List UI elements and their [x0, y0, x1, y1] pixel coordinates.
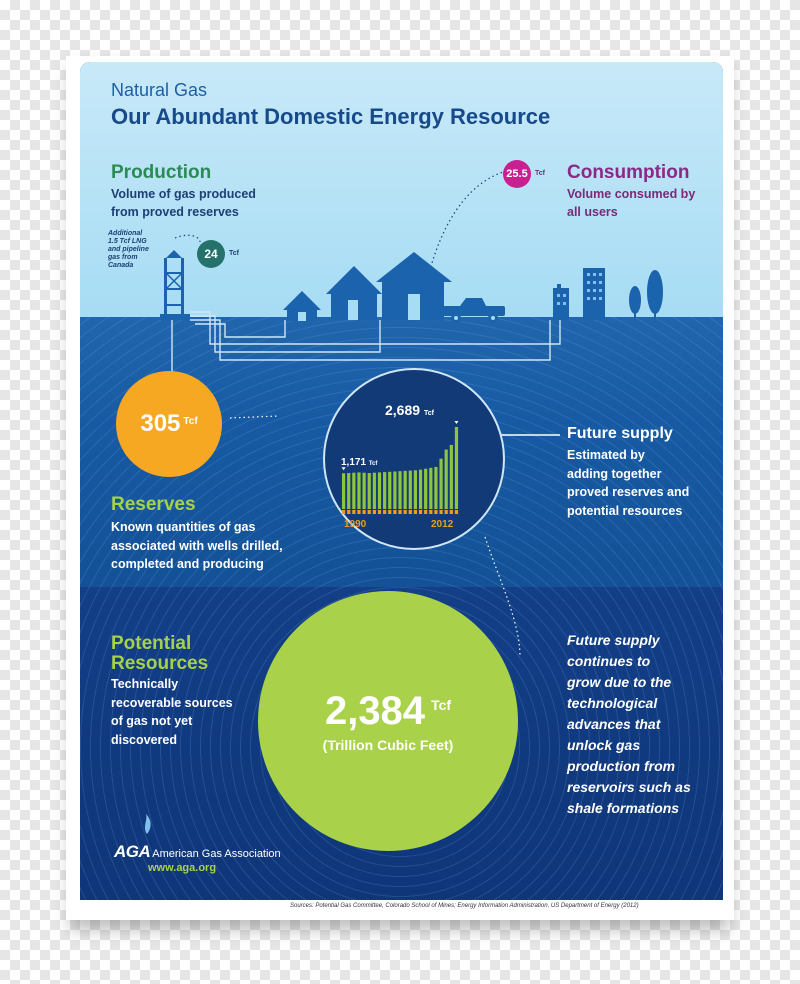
chart-bar-2003	[409, 471, 412, 509]
future-note-line: unlock gas	[567, 737, 641, 753]
production-note-line: and pipeline	[108, 246, 149, 253]
chart-bar-2011	[450, 445, 453, 509]
chart-bar-base-1994	[363, 510, 366, 514]
chart-bar-2000	[393, 471, 396, 509]
house-icon-small	[283, 291, 321, 321]
reserves-description	[111, 518, 283, 574]
aga-logo-text: AGA	[114, 842, 151, 861]
chart-bar-base-2010	[445, 510, 448, 514]
chart-bar-1990	[342, 473, 345, 509]
consumption-value: 25.5	[506, 168, 528, 180]
chart-bar-base-2003	[409, 510, 412, 514]
reserves-description-line: Known quantities of gas	[111, 520, 256, 534]
chart-bar-base-2002	[404, 510, 407, 514]
consumption-heading: Consumption	[567, 162, 690, 183]
future-note-line: technological	[567, 695, 658, 711]
chart-bar-base-1999	[388, 510, 391, 514]
reserves-heading: Reserves	[111, 494, 196, 515]
chart-bar-1993	[357, 472, 360, 509]
potential-heading-line: Resources	[111, 653, 209, 674]
pickup-truck-icon	[443, 298, 505, 323]
chart-x-start: 1990	[344, 519, 367, 530]
chart-bar-base-1998	[383, 510, 386, 514]
chart-start-unit: Tcf	[368, 461, 378, 467]
future-note-line: Future supply	[567, 632, 660, 648]
chart-bar-2004	[414, 470, 417, 509]
chart-bar-2001	[398, 471, 401, 509]
potential-circle	[258, 591, 518, 851]
production-unit: Tcf	[229, 250, 239, 257]
chart-bar-base-1995	[368, 510, 371, 514]
chart-bar-base-2008	[434, 510, 437, 514]
chart-bar-2002	[404, 471, 407, 509]
chart-start-value-label	[341, 457, 377, 468]
house-icon-large	[376, 252, 452, 320]
chart-bar-base-2009	[439, 510, 442, 514]
reserves-connector	[230, 416, 278, 418]
chart-bar-1998	[383, 472, 386, 509]
chart-end-value: 2,689	[385, 402, 421, 418]
future-supply-description-line: potential resources	[567, 503, 683, 518]
production-value-badge	[197, 240, 225, 268]
potential-description-line: Technically	[111, 677, 179, 691]
chart-bar-2008	[434, 467, 437, 509]
aga-org-name: American Gas Association	[152, 848, 281, 860]
potential-connector	[485, 537, 520, 657]
potential-heading-line: Potential	[111, 633, 192, 654]
future-note-line: shale formations	[567, 800, 680, 816]
future-note-line: reservoirs such as	[567, 779, 691, 795]
office-building-icon	[553, 268, 605, 320]
infographic-poster	[80, 62, 723, 900]
future-note-line: advances that	[567, 716, 661, 732]
chart-bar-base-2012	[455, 510, 458, 514]
reserves-circle	[116, 371, 222, 477]
chart-bar-1994	[363, 473, 366, 509]
chart-bar-base-2006	[424, 510, 427, 514]
tree-icon	[629, 270, 663, 322]
chart-bar-base-1993	[357, 510, 360, 514]
consumption-description-line: all users	[567, 205, 618, 219]
production-note-connector	[175, 235, 200, 242]
production-description-line: from proved reserves	[111, 205, 239, 219]
chart-bar-1991	[347, 473, 350, 509]
aga-logo[interactable]	[114, 842, 281, 862]
chart-bar-1995	[368, 473, 371, 509]
production-description	[111, 185, 256, 221]
page-title: Our Abundant Domestic Energy Resource	[111, 104, 551, 129]
drilling-rig-icon	[160, 250, 190, 320]
future-supply-heading: Future supply	[567, 425, 673, 442]
reserves-description-line: associated with wells drilled,	[111, 538, 283, 553]
potential-description-line: recoverable sources	[111, 695, 233, 710]
chart-bar-base-2000	[393, 510, 396, 514]
future-note-line: continues to	[567, 653, 651, 669]
chart-bar-base-2011	[450, 510, 453, 514]
production-note-line: gas from	[108, 254, 138, 261]
sources-footnote: Sources: Potential Gas Committee, Colorado School of Mines; Energy Information Administration, US Department of Energy (2012)	[290, 903, 639, 909]
aga-url-link[interactable]: www.aga.org	[148, 862, 217, 874]
gas-flame-icon	[145, 814, 151, 834]
chart-bar-1996	[373, 473, 376, 509]
chart-bar-2010	[445, 450, 448, 509]
chart-bar-base-1992	[352, 510, 355, 514]
chart-bar-2012	[455, 427, 458, 509]
production-note	[108, 230, 149, 270]
chart-bar-2006	[424, 469, 427, 509]
production-heading: Production	[111, 162, 212, 183]
chart-bar-base-1996	[373, 510, 376, 514]
consumption-unit: Tcf	[535, 170, 545, 177]
pipelines	[172, 312, 560, 382]
potential-description-line: discovered	[111, 732, 178, 747]
chart-bar-base-2001	[398, 510, 401, 514]
reserves-unit: Tcf	[183, 415, 198, 427]
chart-bar-2005	[419, 470, 422, 509]
header-subtitle: Natural Gas	[111, 80, 208, 100]
chart-x-end: 2012	[431, 519, 454, 530]
chart-bar-1992	[352, 473, 355, 509]
chart-end-unit: Tcf	[423, 410, 434, 417]
production-note-line: 1.5 Tcf LNG	[108, 238, 147, 245]
future-supply-description-line: Estimated by	[567, 448, 645, 462]
chart-bar-1997	[378, 472, 381, 509]
chart-bar-base-2004	[414, 510, 417, 514]
production-note-line: Canada	[108, 262, 134, 269]
chart-bar-1999	[388, 472, 391, 509]
future-note-line: production from	[567, 758, 676, 774]
potential-value-row	[325, 689, 451, 733]
chart-bar-2009	[439, 459, 442, 509]
reserves-description-line: completed and producing	[111, 557, 264, 571]
production-note-line: Additional	[108, 230, 143, 237]
chart-bar-base-1991	[347, 510, 350, 514]
future-note-line: grow due to the	[567, 674, 672, 690]
chart-bar-base-1990	[342, 510, 345, 514]
future-supply-description-line: adding together	[567, 466, 662, 481]
future-supply-description-line: proved reserves and	[567, 485, 690, 499]
production-value: 24	[204, 247, 218, 261]
potential-unit: Tcf	[431, 697, 452, 713]
chart-bar-2007	[429, 468, 432, 509]
future-note	[567, 630, 691, 819]
consumption-description	[567, 185, 695, 221]
house-icon-medium	[326, 266, 382, 320]
production-description-line: Volume of gas produced	[111, 187, 256, 201]
consumption-value-badge	[503, 160, 531, 188]
potential-unit-full: (Trillion Cubic Feet)	[322, 737, 454, 753]
chart-bar-base-2007	[429, 510, 432, 514]
potential-value: 2,384	[324, 689, 426, 733]
potential-description	[111, 675, 233, 749]
chart-end-value-label	[385, 402, 434, 418]
reserves-value: 305	[140, 410, 181, 437]
potential-description-line: of gas not yet	[111, 714, 193, 728]
chart-start-value: 1,171	[341, 457, 367, 468]
chart-bar-base-2005	[419, 510, 422, 514]
consumption-description-line: Volume consumed by	[567, 187, 696, 201]
future-supply-description	[567, 446, 689, 520]
chart-bar-base-1997	[378, 510, 381, 514]
potential-heading	[111, 634, 208, 674]
